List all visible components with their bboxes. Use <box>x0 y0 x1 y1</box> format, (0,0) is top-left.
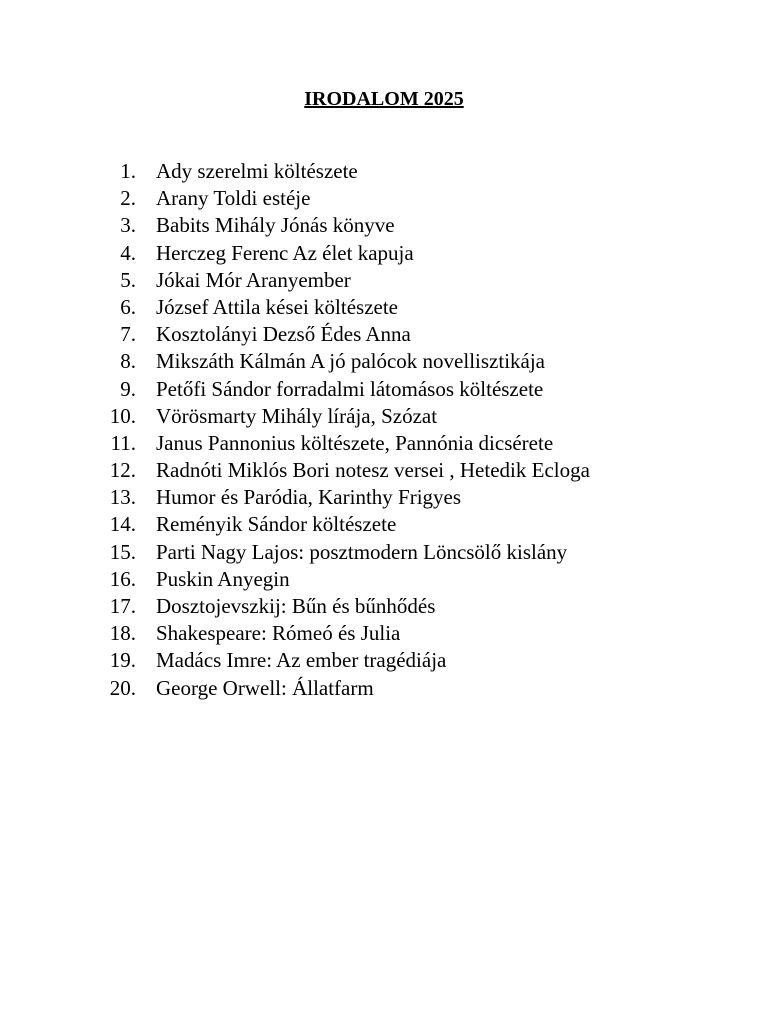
list-item-number: 14. <box>109 512 136 537</box>
list-item-number: 13. <box>109 485 136 510</box>
list-item-number: 3. <box>120 213 136 238</box>
list-item-number: 7. <box>120 322 136 347</box>
list-item-number: 17. <box>109 594 136 618</box>
list-item <box>0 593 768 620</box>
list-item-text: Janus Pannonius költészete, Pannónia dicsérete <box>156 430 554 455</box>
list-item <box>0 675 768 702</box>
list-item-number: 9. <box>120 376 136 401</box>
list-item-number: 8. <box>120 349 136 374</box>
list-item <box>0 566 768 593</box>
list-item <box>0 457 768 484</box>
list-item-text: Radnóti Miklós Bori notesz versei , Hetedik Ecloga <box>156 458 590 483</box>
list-item-number: 16. <box>109 566 136 591</box>
list-item-text: Reményik Sándor költészete <box>156 512 397 537</box>
list-item-text: Shakespeare: Rómeó és Julia <box>156 621 401 646</box>
list-item <box>0 620 768 647</box>
list-item-text: George Orwell: Állatfarm <box>156 675 374 700</box>
list-item <box>0 321 768 348</box>
list-item-text: Madács Imre: Az ember tragédiája <box>156 648 447 673</box>
list-item-number: 11. <box>110 430 136 455</box>
list-item-text: Puskin Anyegin <box>156 566 290 591</box>
list-item-text: Dosztojevszkij: Bűn és bűnhődés <box>156 594 436 618</box>
list-item <box>0 376 768 403</box>
list-item-text: Vörösmarty Mihály lírája, Szózat <box>156 403 438 428</box>
list-item <box>0 348 768 375</box>
list-item-text: Babits Mihály Jónás könyve <box>156 213 395 238</box>
list-item-number: 15. <box>109 539 136 564</box>
list-item-number: 18. <box>109 621 136 646</box>
list-item-number: 4. <box>120 240 136 265</box>
list-item-number: 5. <box>120 267 136 292</box>
list-item <box>0 267 768 294</box>
list-item <box>0 212 768 239</box>
topic-list <box>0 158 768 702</box>
list-item-text: Jókai Mór Aranyember <box>156 267 351 292</box>
list-item-text: Ady szerelmi költészete <box>156 159 358 183</box>
list-item-text: Kosztolányi Dezső Édes Anna <box>156 322 411 347</box>
list-item-text: Mikszáth Kálmán A jó palócok novellisztikája <box>156 349 546 374</box>
list-item-number: 6. <box>120 294 136 319</box>
document-title: IRODALOM 2025 <box>304 88 464 110</box>
list-item-text: József Attila kései költészete <box>156 294 399 319</box>
list-item <box>0 484 768 511</box>
list-item <box>0 539 768 566</box>
list-item-number: 19. <box>109 648 136 673</box>
list-item <box>0 240 768 267</box>
list-item-number: 12. <box>109 458 136 483</box>
list-item <box>0 511 768 538</box>
list-item-text: Petőfi Sándor forradalmi látomásos költészete <box>156 376 544 401</box>
list-item-text: Arany Toldi estéje <box>156 186 311 211</box>
list-item-text: Humor és Paródia, Karinthy Frigyes <box>156 485 462 510</box>
list-item-text: Herczeg Ferenc Az élet kapuja <box>156 240 414 265</box>
list-item <box>0 647 768 674</box>
list-item-number: 1. <box>120 159 136 183</box>
list-item <box>0 158 768 185</box>
list-item-number: 10. <box>109 403 136 428</box>
list-item-number: 2. <box>120 186 136 211</box>
list-item-number: 20. <box>109 675 136 700</box>
list-item <box>0 294 768 321</box>
list-item <box>0 403 768 430</box>
list-item-text: Parti Nagy Lajos: posztmodern Löncsölő kislány <box>156 539 568 564</box>
list-item <box>0 430 768 457</box>
list-item <box>0 185 768 212</box>
